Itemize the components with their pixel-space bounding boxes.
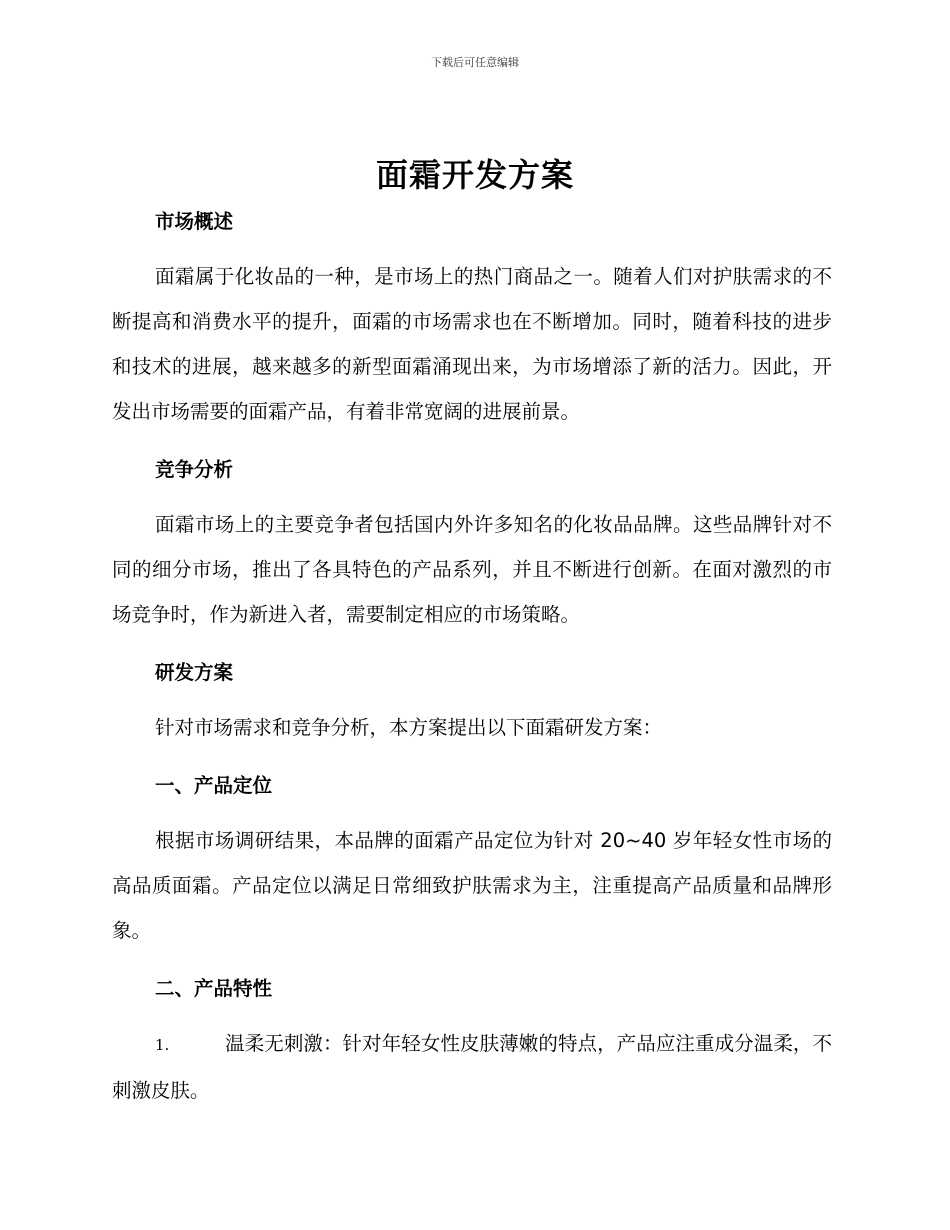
section-heading-features: 二、产品特性: [155, 977, 273, 1000]
paragraph-rd-plan: 针对市场需求和竞争分析，本方案提出以下面霜研发方案：: [155, 716, 663, 739]
paragraph-market-overview: 面霜属于化妆品的一种，是市场上的热门商品之一。随着人们对护肤需求的不断提高和消费水平的提升，面霜的市场需求也在不断增加。同时，随着科技的进步和技术的进展，越来越多的新型面霜涌现出来，为市场增添了新的活力。因此，开发出市场需要的面霜产品，有着非常宽阔的进展前景。: [112, 265, 832, 423]
header-note: 下载后可任意编辑: [431, 56, 519, 69]
paragraph-competition: 面霜市场上的主要竞争者包括国内外许多知名的化妆品品牌。这些品牌针对不同的细分市场，推出了各具特色的产品系列，并且不断进行创新。在面对激烈的市场竞争时，作为新进入者，需要制定相应的市场策略。: [112, 513, 832, 626]
list-item: [112, 1021, 832, 1113]
list-item-text: 温柔无刺激：针对年轻女性皮肤薄嫩的特点，产品应注重成分温柔，不刺激皮肤。: [112, 1032, 832, 1102]
section-heading-competition: 竞争分析: [155, 458, 234, 481]
document-title: 面霜开发方案: [375, 156, 574, 194]
section-heading-market-overview: 市场概述: [155, 210, 234, 233]
list-item-number: 1.: [155, 1036, 170, 1054]
section-heading-rd-plan: 研发方案: [155, 661, 234, 684]
document-body: [112, 202, 832, 1113]
paragraph-positioning: 根据市场调研结果，本品牌的面霜产品定位为针对 20~40 岁年轻女性市场的高品质面霜。产品定位以满足日常细致护肤需求为主，注重提高产品质量和品牌形象。: [112, 829, 832, 942]
section-heading-positioning: 一、产品定位: [155, 774, 273, 797]
